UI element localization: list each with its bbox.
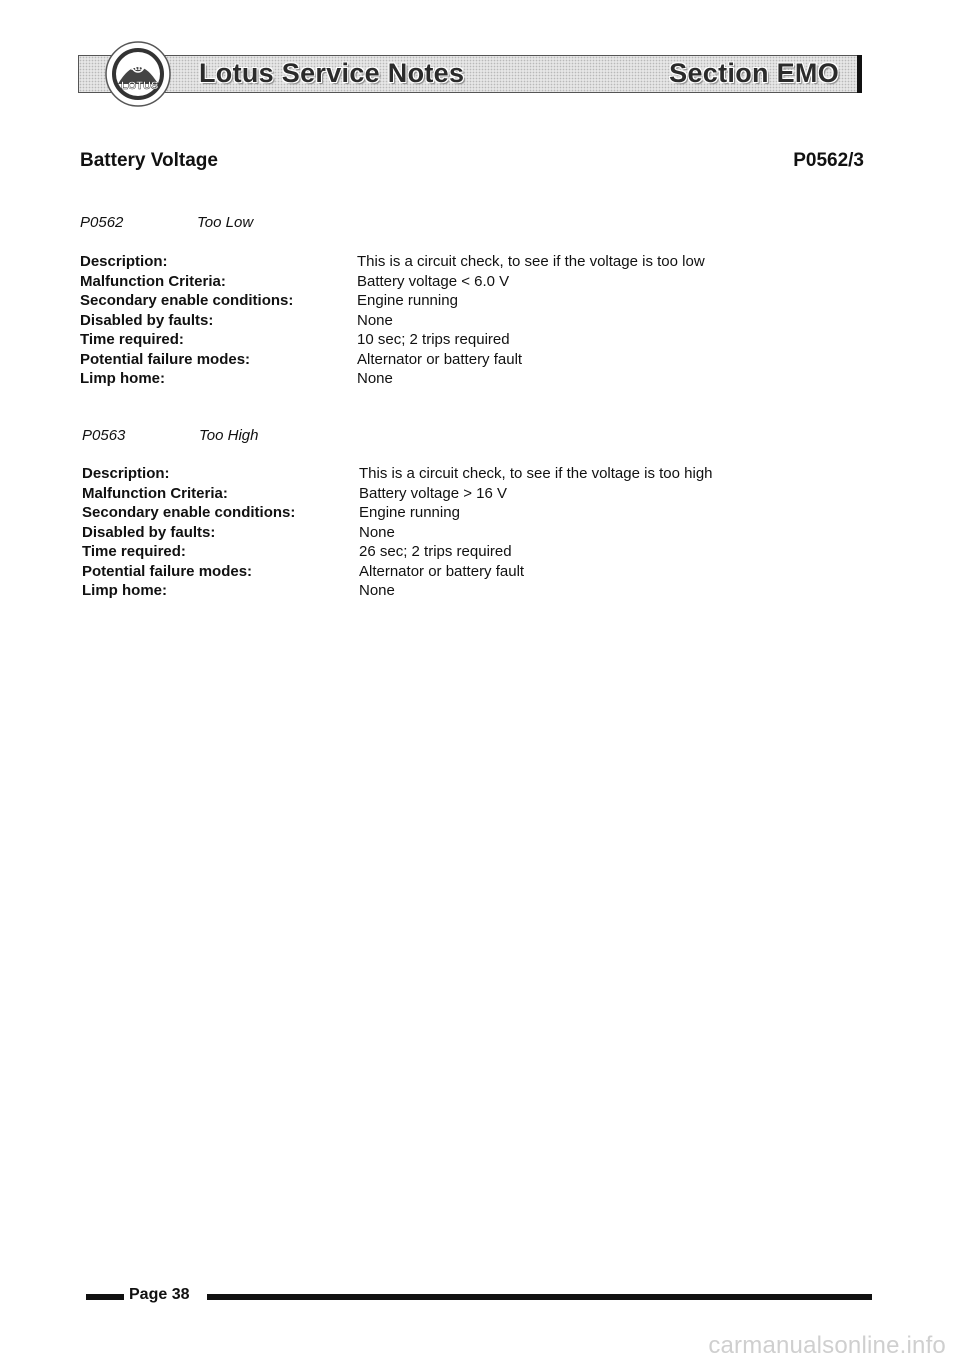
detail-label: Time required:	[82, 543, 186, 560]
detail-value: Battery voltage < 6.0 V	[357, 272, 510, 290]
banner-section: Section EMO	[669, 58, 839, 88]
footer-rule-left	[86, 1294, 124, 1300]
detail-value: None	[359, 582, 395, 599]
dtc-code: P0563	[82, 427, 126, 444]
detail-row	[82, 543, 802, 563]
detail-value: Engine running	[359, 504, 460, 521]
detail-row	[82, 504, 802, 524]
detail-label: Time required:	[80, 331, 184, 348]
detail-label: Potential failure modes:	[82, 562, 253, 580]
svg-text:LOTUS: LOTUS	[121, 80, 159, 92]
dtc-code: P0562	[80, 214, 124, 231]
svg-text:AB: AB	[131, 62, 144, 72]
detail-row	[80, 253, 800, 273]
detail-value: None	[357, 370, 393, 387]
detail-row	[80, 273, 800, 293]
detail-row	[82, 563, 802, 583]
detail-label: Secondary enable conditions:	[82, 504, 296, 521]
detail-label: Malfunction Criteria:	[80, 272, 226, 290]
dtc-condition: Too High	[199, 427, 259, 444]
lotus-logo-icon	[104, 40, 172, 108]
header-banner	[78, 55, 862, 93]
detail-row	[82, 582, 802, 602]
dtc-condition: Too Low	[197, 214, 254, 231]
watermark: carmanualsonline.info	[708, 1332, 946, 1359]
detail-label: Disabled by faults:	[82, 523, 216, 541]
detail-value: Engine running	[357, 292, 458, 309]
detail-label: Secondary enable conditions:	[80, 292, 294, 309]
detail-value: None	[359, 523, 395, 541]
detail-label: Description:	[80, 253, 168, 270]
banner-end-bar	[857, 55, 862, 93]
detail-label: Limp home:	[80, 370, 165, 387]
detail-value: This is a circuit check, to see if the voltage is too high	[359, 465, 713, 482]
detail-value: Alternator or battery fault	[359, 562, 525, 580]
detail-label: Description:	[82, 465, 170, 482]
detail-value: 10 sec; 2 trips required	[357, 331, 510, 348]
detail-label: Disabled by faults:	[80, 311, 214, 329]
page-title: Battery Voltage	[80, 150, 218, 171]
detail-row	[82, 485, 802, 505]
detail-row	[80, 351, 800, 371]
detail-value: Battery voltage > 16 V	[359, 484, 508, 502]
page-code: P0562/3	[793, 150, 864, 171]
detail-value: This is a circuit check, to see if the voltage is too low	[357, 253, 705, 270]
detail-row	[80, 370, 800, 390]
detail-row	[80, 292, 800, 312]
detail-row	[82, 465, 802, 485]
footer-rule-right	[207, 1294, 872, 1300]
dtc-details-2	[82, 465, 802, 602]
page-number: Page 38	[129, 1286, 190, 1303]
detail-row	[80, 312, 800, 332]
detail-value: 26 sec; 2 trips required	[359, 543, 512, 560]
detail-label: Malfunction Criteria:	[82, 484, 228, 502]
detail-row	[80, 331, 800, 351]
detail-value: Alternator or battery fault	[357, 350, 523, 368]
banner-title: Lotus Service Notes	[199, 58, 465, 88]
detail-row	[82, 524, 802, 544]
detail-label: Potential failure modes:	[80, 350, 251, 368]
dtc-details-1	[80, 253, 800, 390]
detail-value: None	[357, 311, 393, 329]
detail-label: Limp home:	[82, 582, 167, 599]
